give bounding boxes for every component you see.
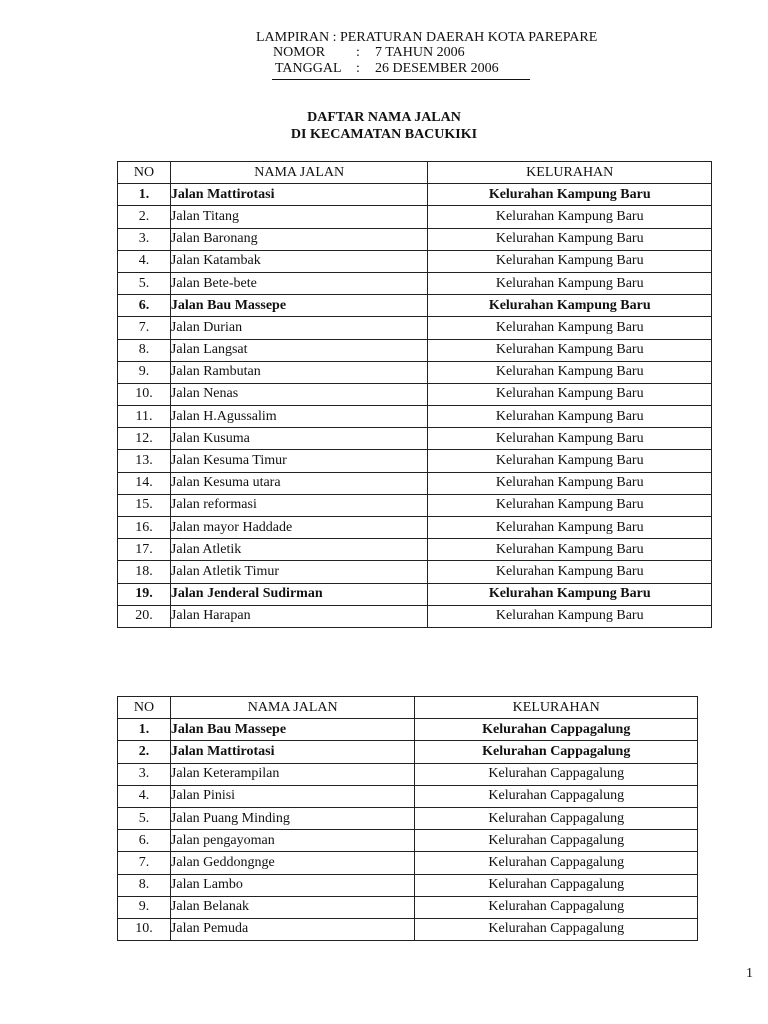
cell-no: 12.: [118, 428, 171, 450]
table-row: [118, 428, 712, 450]
table-row: [118, 228, 712, 250]
cell-street-name: Jalan Bau Massepe: [170, 719, 415, 741]
cell-kelurahan: Kelurahan Kampung Baru: [428, 206, 712, 228]
cell-kelurahan: Kelurahan Kampung Baru: [428, 561, 712, 583]
cell-no: 16.: [118, 517, 171, 539]
header-nama-jalan: NAMA JALAN: [170, 162, 428, 184]
cell-no: 20.: [118, 605, 171, 627]
cell-street-name: Jalan Langsat: [170, 339, 428, 361]
document-title-line1: DAFTAR NAMA JALAN: [307, 110, 461, 125]
cell-no: 14.: [118, 472, 171, 494]
cell-street-name: Jalan Geddongnge: [170, 852, 415, 874]
cell-kelurahan: Kelurahan Kampung Baru: [428, 517, 712, 539]
tanggal-separator: :: [356, 61, 360, 76]
cell-no: 3.: [118, 228, 171, 250]
cell-kelurahan: Kelurahan Cappagalung: [415, 785, 698, 807]
lampiran-line: LAMPIRAN : PERATURAN DAERAH KOTA PAREPARE: [256, 30, 598, 45]
header-underline: [272, 79, 530, 80]
cell-kelurahan: Kelurahan Kampung Baru: [428, 583, 712, 605]
table-row: [118, 317, 712, 339]
cell-no: 10.: [118, 383, 171, 405]
cell-kelurahan: Kelurahan Cappagalung: [415, 830, 698, 852]
nomor-label: NOMOR: [273, 45, 326, 60]
cell-kelurahan: Kelurahan Cappagalung: [415, 807, 698, 829]
cell-no: 5.: [118, 807, 171, 829]
table-row: [118, 874, 698, 896]
cell-street-name: Jalan Katambak: [170, 250, 428, 272]
cell-no: 6.: [118, 830, 171, 852]
cell-no: 11.: [118, 406, 171, 428]
cell-kelurahan: Kelurahan Kampung Baru: [428, 317, 712, 339]
cell-no: 9.: [118, 896, 171, 918]
cell-kelurahan: Kelurahan Kampung Baru: [428, 250, 712, 272]
cell-street-name: Jalan Nenas: [170, 383, 428, 405]
street-table-cappagalung: [117, 696, 698, 941]
cell-kelurahan: Kelurahan Kampung Baru: [428, 605, 712, 627]
cell-street-name: Jalan H.Agussalim: [170, 406, 428, 428]
cell-no: 1.: [118, 719, 171, 741]
cell-street-name: Jalan Durian: [170, 317, 428, 339]
cell-kelurahan: Kelurahan Kampung Baru: [428, 272, 712, 294]
cell-no: 18.: [118, 561, 171, 583]
table-row: [118, 272, 712, 294]
cell-kelurahan: Kelurahan Cappagalung: [415, 918, 698, 940]
cell-street-name: Jalan Kesuma utara: [170, 472, 428, 494]
table-row: [118, 383, 712, 405]
cell-no: 9.: [118, 361, 171, 383]
cell-kelurahan: Kelurahan Kampung Baru: [428, 184, 712, 206]
header-kelurahan: KELURAHAN: [415, 697, 698, 719]
cell-street-name: Jalan Mattirotasi: [170, 184, 428, 206]
cell-kelurahan: Kelurahan Cappagalung: [415, 741, 698, 763]
cell-street-name: Jalan mayor Haddade: [170, 517, 428, 539]
table-header-row: [118, 697, 698, 719]
tanggal-value: 26 DESEMBER 2006: [375, 61, 499, 76]
table-row: [118, 184, 712, 206]
cell-street-name: Jalan Jenderal Sudirman: [170, 583, 428, 605]
table-row: [118, 583, 712, 605]
table-row: [118, 896, 698, 918]
cell-no: 8.: [118, 339, 171, 361]
nomor-separator: :: [356, 45, 360, 60]
cell-street-name: Jalan Kesuma Timur: [170, 450, 428, 472]
table-row: [118, 719, 698, 741]
cell-kelurahan: Kelurahan Kampung Baru: [428, 383, 712, 405]
table-row: [118, 539, 712, 561]
table-row: [118, 206, 712, 228]
cell-street-name: Jalan Puang Minding: [170, 807, 415, 829]
header-no: NO: [118, 697, 171, 719]
cell-no: 7.: [118, 852, 171, 874]
nomor-value: 7 TAHUN 2006: [375, 45, 465, 60]
cell-kelurahan: Kelurahan Kampung Baru: [428, 494, 712, 516]
table-row: [118, 561, 712, 583]
header-nama-jalan: NAMA JALAN: [170, 697, 415, 719]
cell-no: 1.: [118, 184, 171, 206]
cell-street-name: Jalan Baronang: [170, 228, 428, 250]
cell-street-name: Jalan Belanak: [170, 896, 415, 918]
cell-no: 2.: [118, 741, 171, 763]
table-header-row: [118, 162, 712, 184]
cell-kelurahan: Kelurahan Cappagalung: [415, 852, 698, 874]
cell-street-name: Jalan Atletik Timur: [170, 561, 428, 583]
cell-no: 19.: [118, 583, 171, 605]
header-no: NO: [118, 162, 171, 184]
cell-street-name: Jalan Rambutan: [170, 361, 428, 383]
cell-no: 6.: [118, 295, 171, 317]
cell-kelurahan: Kelurahan Kampung Baru: [428, 339, 712, 361]
table-row: [118, 785, 698, 807]
table-row: [118, 472, 712, 494]
header-kelurahan: KELURAHAN: [428, 162, 712, 184]
page-number: 1: [746, 966, 753, 981]
cell-no: 8.: [118, 874, 171, 896]
cell-no: 15.: [118, 494, 171, 516]
cell-kelurahan: Kelurahan Cappagalung: [415, 719, 698, 741]
tanggal-label: TANGGAL: [275, 61, 342, 76]
cell-street-name: Jalan Lambo: [170, 874, 415, 896]
table-row: [118, 741, 698, 763]
cell-street-name: Jalan Harapan: [170, 605, 428, 627]
cell-no: 5.: [118, 272, 171, 294]
cell-street-name: Jalan Mattirotasi: [170, 741, 415, 763]
cell-kelurahan: Kelurahan Kampung Baru: [428, 406, 712, 428]
cell-street-name: Jalan pengayoman: [170, 830, 415, 852]
table-row: [118, 852, 698, 874]
cell-kelurahan: Kelurahan Kampung Baru: [428, 228, 712, 250]
cell-no: 4.: [118, 250, 171, 272]
table-row: [118, 450, 712, 472]
cell-kelurahan: Kelurahan Cappagalung: [415, 874, 698, 896]
street-table-kampung-baru: [117, 161, 712, 628]
cell-street-name: Jalan reformasi: [170, 494, 428, 516]
cell-kelurahan: Kelurahan Cappagalung: [415, 763, 698, 785]
cell-no: 4.: [118, 785, 171, 807]
cell-street-name: Jalan Kusuma: [170, 428, 428, 450]
cell-street-name: Jalan Keterampilan: [170, 763, 415, 785]
cell-kelurahan: Kelurahan Kampung Baru: [428, 539, 712, 561]
cell-street-name: Jalan Pemuda: [170, 918, 415, 940]
table-row: [118, 807, 698, 829]
cell-street-name: Jalan Pinisi: [170, 785, 415, 807]
table-row: [118, 406, 712, 428]
cell-no: 13.: [118, 450, 171, 472]
cell-no: 3.: [118, 763, 171, 785]
table-row: [118, 763, 698, 785]
cell-kelurahan: Kelurahan Kampung Baru: [428, 295, 712, 317]
cell-street-name: Jalan Atletik: [170, 539, 428, 561]
table-row: [118, 830, 698, 852]
table-row: [118, 494, 712, 516]
cell-kelurahan: Kelurahan Kampung Baru: [428, 428, 712, 450]
table-row: [118, 295, 712, 317]
cell-kelurahan: Kelurahan Kampung Baru: [428, 472, 712, 494]
table-row: [118, 361, 712, 383]
cell-kelurahan: Kelurahan Kampung Baru: [428, 361, 712, 383]
cell-no: 7.: [118, 317, 171, 339]
cell-no: 17.: [118, 539, 171, 561]
cell-kelurahan: Kelurahan Kampung Baru: [428, 450, 712, 472]
table-row: [118, 918, 698, 940]
table-row: [118, 339, 712, 361]
cell-kelurahan: Kelurahan Cappagalung: [415, 896, 698, 918]
cell-no: 2.: [118, 206, 171, 228]
document-title-line2: DI KECAMATAN BACUKIKI: [290, 127, 478, 142]
cell-street-name: Jalan Titang: [170, 206, 428, 228]
cell-no: 10.: [118, 918, 171, 940]
table-row: [118, 605, 712, 627]
cell-street-name: Jalan Bau Massepe: [170, 295, 428, 317]
cell-street-name: Jalan Bete-bete: [170, 272, 428, 294]
table-row: [118, 250, 712, 272]
table-row: [118, 517, 712, 539]
